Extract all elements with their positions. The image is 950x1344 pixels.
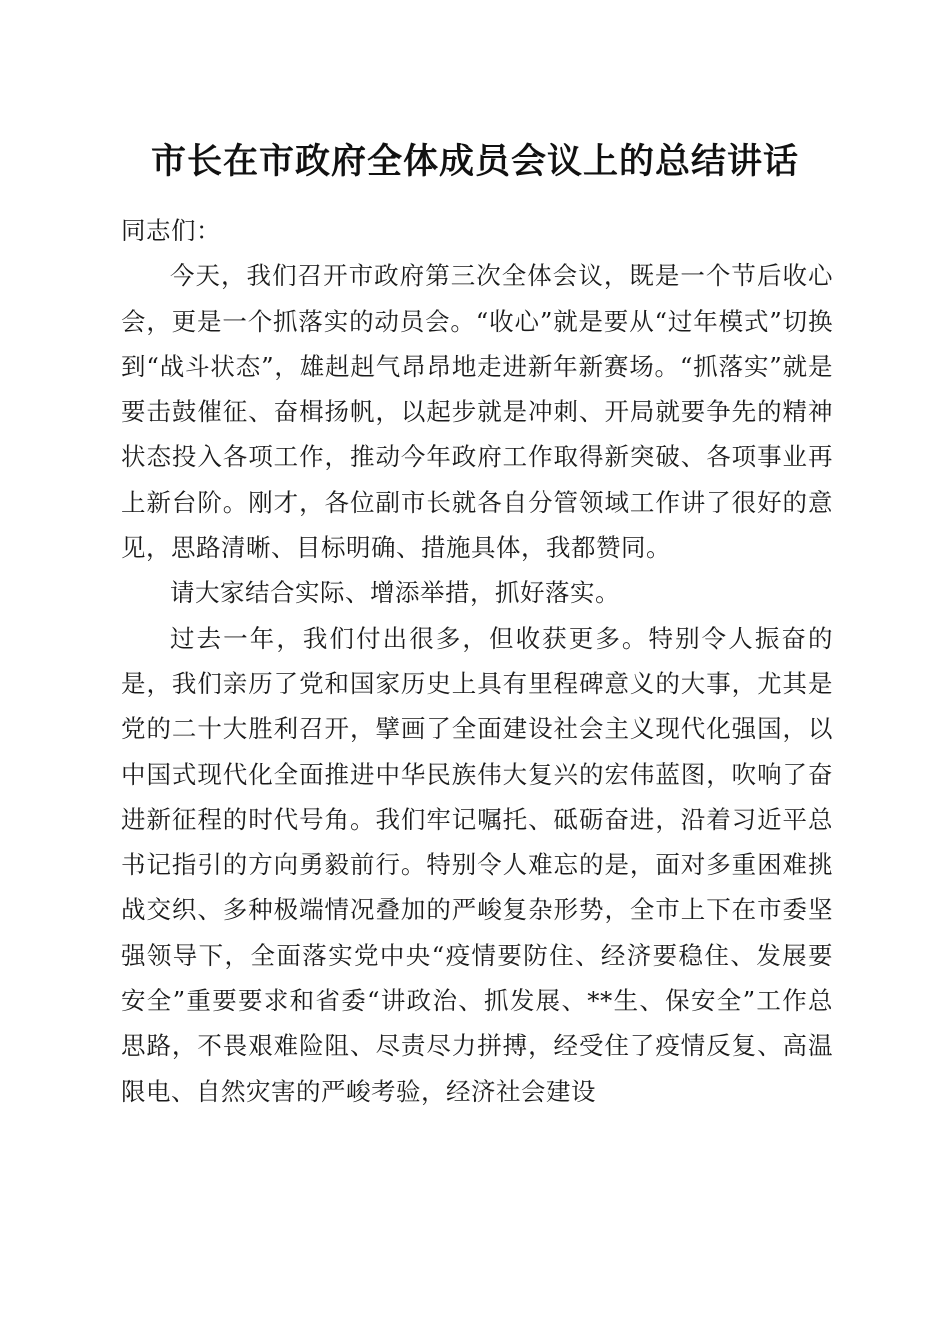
paragraph: 过去一年，我们付出很多，但收获更多。特别令人振奋的是，我们亲历了党和国家历史上具有里程碑意义的大事，尤其是党的二十大胜利召开，擘画了全面建设社会主义现代化强国，以中国式现代化全面推进中华民族伟大复兴的宏伟蓝图，吹响了奋进新征程的时代号角。我们牢记嘱托、砥砺奋进，沿着习近平总书记指引的方向勇毅前行。特别令人难忘的是，面对多重困难挑战交织、多种极端情况叠加的严峻复杂形势，全市上下在市委坚强领导下，全面落实党中央“疫情要防住、经济要稳住、发展要安全”重要要求和省委“讲政治、抓发展、**生、保安全”工作总思路，不畏艰难险阻、尽责尽力拼搏，经受住了疫情反复、高温限电、自然灾害的严峻考验，经济社会建设 <box>121 623 833 1106</box>
salutation: 同志们： <box>121 216 221 245</box>
paragraph: 今天，我们召开市政府第三次全体会议，既是一个节后收心会，更是一个抓落实的动员会。“收心”就是要从“过年模式”切换到“战斗状态”，雄赳赳气昂昂地走进新年新赛场。“抓落实”就是要击鼓催征、奋楫扬帆，以起步就是冲刺、开局就要争先的精神状态投入各项工作，推动今年政府工作取得新突破、各项事业再上新台阶。刚才，各位副市长就各自分管领域工作讲了很好的意见，思路清晰、目标明确、措施具体，我都赞同。 <box>121 261 833 563</box>
paragraph: 请大家结合实际、增添举措，抓好落实。 <box>170 578 620 608</box>
document-title: 市长在市政府全体成员会议上的总结讲话 <box>150 141 799 182</box>
document-body <box>121 208 833 1114</box>
